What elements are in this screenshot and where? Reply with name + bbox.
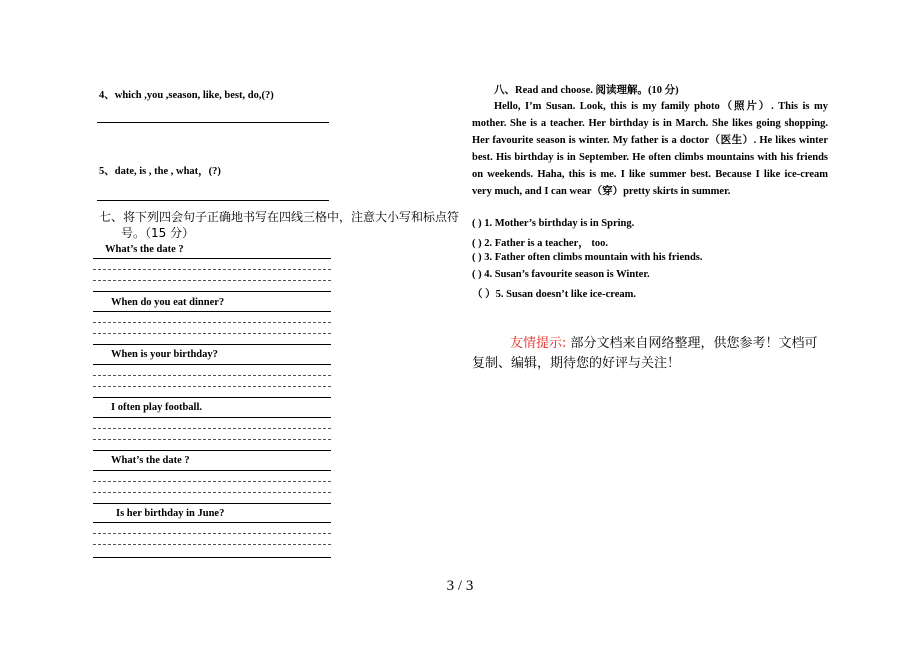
statement-1: ( ) 1. Mother’s birthday is in Spring. [472,218,635,229]
tip-text: 部分文档来自网络整理，供您参考！文档可复制、编辑，期待您的好评与关注！ [472,336,818,371]
section-7-instruction [99,209,460,241]
four-line-grid-6 [93,522,331,558]
statement-4: ( ) 4. Susan’s favourite season is Winter. [472,269,650,280]
answer-line-4 [97,122,329,123]
tip-label: 友情提示: [510,336,567,351]
question-4: 4、which ,you ,season, like, best, do,(?) [99,90,274,101]
sentence-6: Is her birthday in June? [116,508,225,519]
answer-line-5 [97,200,329,201]
four-line-grid-4 [93,417,331,453]
reading-passage-text: Hello, I’m Susan. Look, this is my family photo（照片）. This is my mother. She is a teacher. Her birthday is in March. She likes going shopping. Her favourite season is winter. My father is a doctor（医生）. He likes winter best. His birthday is in September. He often climbs mountains with his friends on weekends. Haha, this is me. I like summer best. Because I like ice-cream very much, and I can wear（穿）pretty skirts in summer. [472,101,828,197]
statement-5: （ ）5. Susan doesn’t like ice-cream. [472,289,637,300]
sentence-2: When do you eat dinner? [111,297,225,308]
sentence-5: What’s the date ? [111,455,190,466]
friendly-tip [472,334,828,374]
question-5: 5、date, is , the , what，(?) [99,166,221,177]
four-line-grid-2 [93,311,331,347]
statement-2: ( ) 2. Father is a teacher， too. [472,238,608,249]
section-7-line-2: 号。（15 分） [121,226,195,240]
sentence-1: What’s the date ? [105,244,184,255]
section-8-title: 八、Read and choose. 阅读理解。(10 分) [494,85,679,96]
sentence-4: I often play football. [111,402,203,413]
four-line-grid-5 [93,470,331,506]
page-number: 3 / 3 [446,578,474,594]
sentence-3: When is your birthday? [111,349,218,360]
section-7-line-1: 七、将下列四会句子正确地书写在四线三格中，注意大小写和标点符 [99,210,460,224]
reading-passage [472,98,828,200]
statement-3: ( ) 3. Father often climbs mountain with his friends. [472,252,703,263]
four-line-grid-1 [93,258,331,294]
four-line-grid-3 [93,364,331,400]
